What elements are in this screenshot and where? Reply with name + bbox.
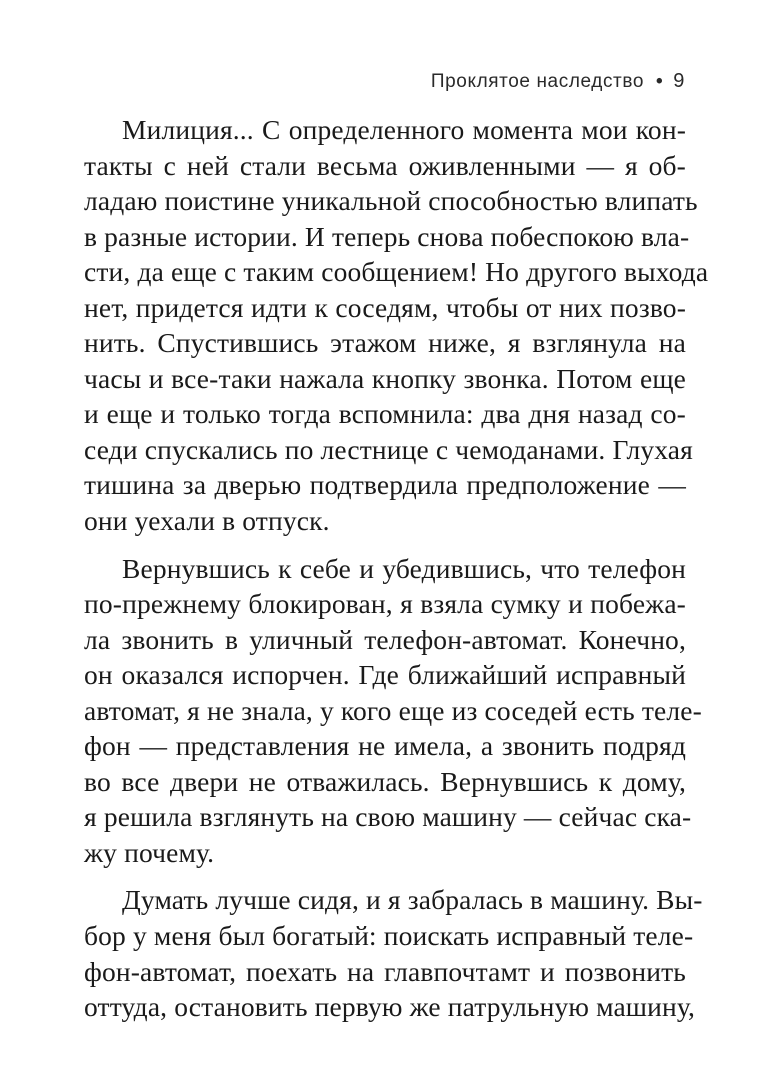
- text-line: тишина за дверью подтвердила предположение —: [84, 469, 686, 501]
- text-line: седи спускались по лестнице с чемоданами. Глухая: [84, 433, 693, 465]
- text-line: они уехали в отпуск.: [84, 505, 330, 537]
- text-line: нет, придется идти к соседям, чтобы от них позво-: [84, 291, 686, 323]
- text-line: он оказался испорчен. Где ближайший исправный: [84, 659, 686, 691]
- text-line: по-прежнему блокирован, я взяла сумку и побежа-: [84, 588, 686, 620]
- text-line: часы и все-таки нажала кнопку звонка. Потом еще: [84, 362, 686, 394]
- header-separator: •: [656, 71, 664, 92]
- text-line: в разные истории. И теперь снова побеспокою вла-: [84, 220, 690, 252]
- text-line: и еще и только тогда вспомнила: два дня назад со-: [84, 398, 686, 430]
- text-line: фон — представления не имела, а звонить подряд: [84, 730, 686, 762]
- text-line: жу почему.: [84, 836, 215, 868]
- text-line: автомат, я не знала, у кого еще из соседей есть теле-: [84, 694, 702, 726]
- paragraph-3: [84, 882, 703, 1024]
- text-line: Милиция... С определенного момента мои кон-: [122, 114, 686, 145]
- text-line: ла звонить в уличный телефон-автомат. Конечно,: [84, 623, 686, 655]
- text-line: я решила взглянуть на свою машину — сейчас ска-: [84, 801, 692, 833]
- text-line: Думать лучше сидя, и я забралась в машину. Вы-: [122, 884, 703, 916]
- text-line: оттуда, остановить первую же патрульную машину,: [84, 991, 696, 1023]
- paragraph-1: [84, 112, 709, 539]
- text-line: ладаю поистине уникальной способностью влипать: [84, 185, 698, 217]
- text-line: во все двери не отважилась. Вернувшись к дому,: [84, 765, 686, 797]
- text-line: фон-автомат, поехать на главпочтамт и позвонить: [84, 955, 686, 987]
- paragraph-2: [84, 551, 702, 871]
- text-line: нить. Спустившись этажом ниже, я взглянула на: [84, 327, 686, 359]
- text-line: Вернувшись к себе и убедившись, что телефон: [122, 552, 686, 584]
- body-text: [84, 112, 709, 1025]
- text-line: сти, да еще с таким сообщением! Но другого выхода: [84, 256, 709, 288]
- text-line: бор у меня был богатый: поискать исправный теле-: [84, 920, 694, 952]
- page-number: 9: [673, 70, 685, 92]
- running-header: [431, 70, 685, 93]
- text-line: такты с ней стали весьма оживленными — я об-: [84, 149, 686, 181]
- book-title: Проклятое наследство: [430, 71, 644, 92]
